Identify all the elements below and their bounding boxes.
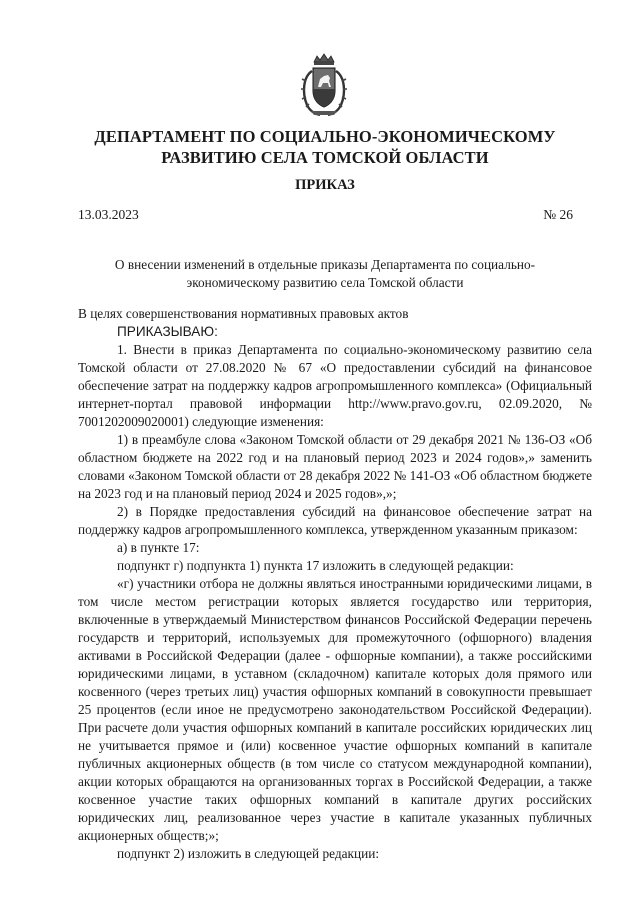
document-type: ПРИКАЗ: [295, 177, 355, 193]
paragraph-1-item-2: 2) в Порядке предоставления субсидий на финансовое обеспечение затрат на поддержку кадров агропромышленного комплекса, утвержденном указанным приказом:: [78, 504, 592, 537]
paragraph-1-item-1: 1) в преамбуле слова «Законом Томской области от 29 декабря 2021 № 136-ОЗ «Об областном бюджете на 2022 год и на плановый период 2023 и 2024 годов»,» заменить словами «Законом Томской области от 28 декабря 2022 № 141-ОЗ «Об областном бюджете на 2023 год и на плановый период 2024 и 2025 годов»,»;: [78, 432, 592, 501]
paragraph-1: 1. Внести в приказ Департамента по социально-экономическому развитию села Томской области от 27.08.2020 № 67 «О предоставлении субсидий на финансовое обеспечение затрат на поддержку кадров агропромышленного комплекса» (Официальный интернет-портал правовой информации http://www.pravo.gov.ru, 02.09.2020, № 7001202009020001) следующие изменения:: [78, 342, 592, 429]
order-date: 13.03.2023: [78, 207, 139, 222]
subitem-a-quote: «г) участники отбора не должны являться иностранными юридическими лицами, в том числе местом регистрации которых является государство или территория, включенные в утверждаемый Министерством финансов Российской Федерации перечень государств и территорий, используемых для промежуточного (офшорного) владения активами в Российской Федерации (далее - офшорные компании), а также российскими юридическими лицами, в уставном (складочном) капитале которых доля прямого или косвенного (через третьих лиц) участия офшорных компаний в совокупности превышает 25 процентов (если иное не предусмотрено законодательством Российской Федерации). При расчете доли участия офшорных компаний в капитале российских юридических лиц не учитывается прямое и (или) косвенное участие офшорных компаний в капитале публичных акционерных обществ (в том числе со статусом международной компании), акции которых обращаются на организованных торгах в Российской Федерации, а также косвенное участие таких офшорных компаний в капитале других российских юридических лиц, реализованное через участие в капитале указанных публичных акционерных обществ;»;: [78, 576, 592, 843]
subject-line-1: О внесении изменений в отдельные приказы Департамента по социально-: [114, 257, 536, 272]
purpose-text: В целях совершенствования нормативных правовых актов: [78, 306, 409, 321]
subitem-a-instruction: подпункт г) подпункта 1) пункта 17 изложить в следующей редакции:: [117, 558, 514, 573]
department-title-line-2: РАЗВИТИЮ СЕЛА ТОМСКОЙ ОБЛАСТИ: [161, 148, 489, 167]
document-body: [78, 305, 592, 863]
tomsk-region-coat-of-arms-icon: [301, 53, 347, 117]
subject-line-2: экономическому развитию села Томской области: [186, 275, 464, 290]
subitem-a: а) в пункте 17:: [117, 540, 200, 555]
subitem-a-instruction-2: подпункт 2) изложить в следующей редакции:: [117, 846, 380, 861]
order-number: № 26: [543, 207, 573, 222]
department-title-line-1: ДЕПАРТАМЕНТ ПО СОЦИАЛЬНО-ЭКОНОМИЧЕСКОМУ: [94, 127, 556, 146]
decree-word: ПРИКАЗЫВАЮ:: [117, 324, 218, 339]
